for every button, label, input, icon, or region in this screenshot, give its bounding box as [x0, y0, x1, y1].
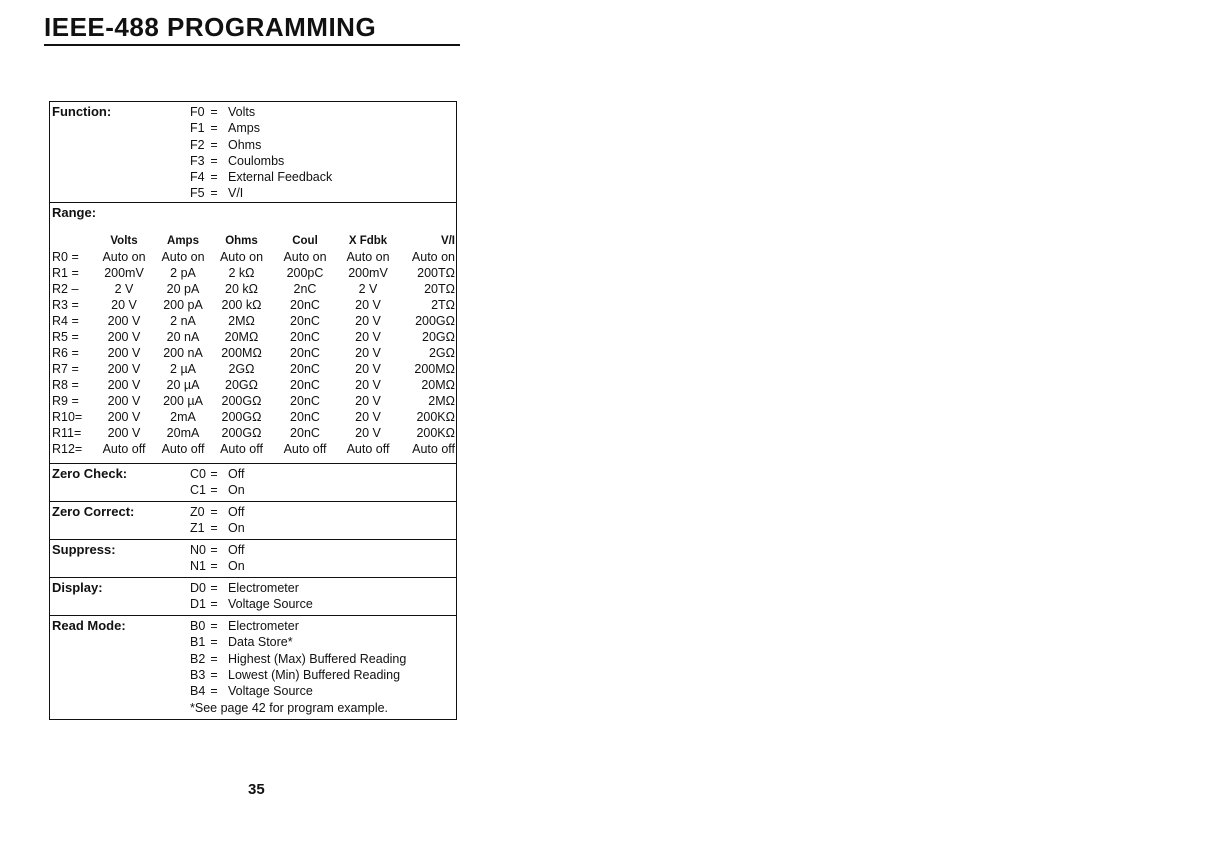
option-code: D0 [190, 581, 206, 595]
range-cell: 20nC [290, 394, 320, 408]
range-label: Range: [52, 205, 97, 220]
suppress-label: Suppress: [52, 542, 116, 557]
range-cell: 200mV [104, 266, 144, 280]
range-cell: 2 V [114, 282, 134, 296]
option-equals: = [210, 521, 218, 536]
option-code: F1 [190, 121, 205, 136]
range-row [50, 281, 456, 297]
range-cell: 20 V [355, 378, 381, 392]
option-description: On [228, 559, 245, 574]
range-cell: 20GΩ [225, 378, 258, 392]
range-code: R8 = [52, 378, 79, 392]
option-equals: = [210, 186, 218, 201]
option-equals: = [210, 597, 218, 612]
function-section [50, 102, 456, 202]
range-header-xfdbk: X Fdbk [348, 235, 388, 247]
option-equals: = [210, 559, 218, 574]
range-cell: 2mA [170, 410, 196, 424]
range-row [50, 297, 456, 313]
range-cell: 200 pA [163, 298, 203, 312]
page-number: 35 [248, 781, 265, 798]
range-cell: 200 nA [163, 346, 203, 360]
zero-correct-section [50, 501, 456, 540]
range-row [50, 441, 456, 457]
option-code: B1 [190, 635, 206, 650]
range-table [50, 233, 456, 457]
range-cell: Auto on [219, 250, 264, 264]
option-code: Z0 [190, 505, 205, 519]
range-cell: 200 V [107, 378, 141, 392]
option-code: F5 [190, 186, 205, 201]
display-section [50, 577, 456, 616]
option-code: B4 [190, 684, 206, 699]
range-cell: 20 pA [166, 282, 200, 296]
range-cell: Auto on [411, 250, 455, 264]
option-equals: = [210, 170, 218, 185]
range-code: R4 = [52, 314, 79, 328]
option-equals: = [210, 105, 218, 119]
option-equals: = [210, 467, 218, 481]
read-mode-note-text: *See page 42 for program example. [190, 701, 389, 715]
range-code: R6 = [52, 346, 79, 360]
command-table [49, 101, 457, 720]
zero-check-label: Zero Check: [52, 466, 128, 481]
range-row [50, 345, 456, 361]
range-header-amps: Amps [167, 235, 199, 247]
option-description: Off [228, 467, 245, 481]
range-cell: 200GΩ [221, 394, 262, 408]
range-cell: 200 V [107, 346, 141, 360]
range-cell: 20 kΩ [225, 282, 258, 296]
range-cell: 20 V [111, 298, 137, 312]
range-cell: Auto on [346, 250, 390, 264]
option-equals: = [210, 581, 218, 595]
option-equals: = [210, 121, 218, 136]
range-cell: 20nC [290, 426, 320, 440]
range-cell: 2TΩ [431, 298, 455, 312]
range-cell: Auto off [283, 442, 327, 456]
range-code: R10= [52, 410, 83, 424]
option-equals: = [210, 651, 218, 666]
range-cell: 200GΩ [415, 314, 455, 328]
function-label: Function: [52, 104, 112, 119]
range-cell: 2 pA [170, 266, 196, 280]
option-equals: = [210, 137, 218, 152]
option-description: Lowest (Min) Buffered Reading [228, 667, 401, 682]
range-row [50, 409, 456, 425]
range-cell: 200MΩ [221, 346, 262, 360]
suppress-section [50, 539, 456, 578]
range-row [50, 361, 456, 377]
range-cell: 200 V [107, 410, 141, 424]
option-description: Highest (Max) Buffered Reading [228, 651, 407, 666]
option-equals: = [210, 684, 218, 699]
option-code: B3 [190, 667, 206, 682]
option-code: F0 [190, 105, 205, 119]
range-header-row [50, 233, 456, 249]
option-code: F4 [190, 170, 205, 185]
title-underline [44, 44, 460, 46]
range-rows [50, 249, 456, 457]
range-cell: 20nC [290, 298, 320, 312]
range-cell: 200 V [107, 314, 141, 328]
range-cell: 20nC [290, 314, 320, 328]
read-mode-section [50, 615, 456, 720]
option-equals: = [210, 667, 218, 682]
option-description: Voltage Source [228, 597, 313, 612]
range-cell: 20 V [355, 394, 381, 408]
range-header-vi: V/I [440, 235, 455, 247]
option-code: F2 [190, 137, 205, 152]
range-cell: 200 V [107, 394, 141, 408]
display-label: Display: [52, 580, 103, 595]
option-description: Off [228, 543, 245, 557]
option-equals: = [210, 153, 218, 168]
range-cell: Auto on [102, 250, 146, 264]
range-row [50, 313, 456, 329]
range-cell: 20MΩ [224, 330, 259, 344]
range-cell: 20nC [290, 362, 320, 376]
range-cell: 2MΩ [228, 314, 255, 328]
range-cell: 20 V [355, 362, 381, 376]
range-cell: 2nC [293, 282, 317, 296]
page-title: IEEE-488 PROGRAMMING [44, 12, 377, 42]
range-code: R5 = [52, 330, 79, 344]
range-code: R11= [52, 426, 82, 440]
option-description: External Feedback [228, 170, 333, 185]
range-code: R1 = [52, 266, 79, 280]
range-cell: 20GΩ [422, 330, 455, 344]
range-cell: 20 V [355, 314, 381, 328]
zero-check-section [50, 463, 456, 502]
range-cell: 2 nA [170, 314, 196, 328]
range-cell: 200mV [348, 266, 388, 280]
option-description: On [228, 483, 245, 498]
range-cell: 20nC [290, 410, 320, 424]
range-cell: 20TΩ [424, 282, 455, 296]
range-cell: 2 kΩ [228, 266, 255, 280]
option-code: N1 [190, 559, 206, 574]
range-cell: 200 V [107, 362, 141, 376]
range-cell: 2MΩ [428, 394, 455, 408]
range-cell: 200 kΩ [221, 298, 262, 312]
option-description: Data Store* [228, 635, 293, 650]
option-description: Ohms [228, 137, 262, 152]
range-cell: 200pC [286, 266, 324, 280]
range-cell: Auto off [161, 442, 205, 456]
range-cell: Auto off [412, 442, 455, 456]
option-code: N0 [190, 543, 206, 557]
option-description: Electrometer [228, 619, 299, 633]
option-description: Amps [228, 121, 260, 136]
range-cell: Auto off [220, 442, 263, 456]
range-cell: 20 V [355, 330, 381, 344]
range-cell: 2 µA [170, 362, 196, 376]
zero-correct-label: Zero Correct: [52, 504, 135, 519]
range-cell: 200 V [107, 426, 141, 440]
option-equals: = [210, 619, 218, 633]
range-code: R0 = [52, 250, 79, 264]
range-cell: 2GΩ [428, 346, 455, 360]
range-cell: 20nC [290, 378, 320, 392]
range-cell: 20 V [355, 426, 381, 440]
option-description: Electrometer [228, 581, 299, 595]
range-header-coul: Coul [292, 235, 318, 247]
option-description: Coulombs [228, 153, 285, 168]
range-cell: Auto on [283, 250, 327, 264]
range-cell: Auto on [161, 250, 205, 264]
range-cell: 200GΩ [221, 410, 262, 424]
range-code: R9 = [52, 394, 79, 408]
range-cell: 200 µA [163, 394, 203, 408]
range-row [50, 393, 456, 409]
range-cell: 20MΩ [421, 378, 455, 392]
range-cell: 20 V [355, 298, 381, 312]
range-cell: 200 V [107, 330, 141, 344]
option-description: Off [228, 505, 245, 519]
range-cell: 20nC [290, 330, 320, 344]
option-equals: = [210, 635, 218, 650]
range-cell: 2GΩ [228, 362, 255, 376]
range-cell: 2 V [358, 282, 378, 296]
range-cell: 20mA [166, 426, 200, 440]
range-cell: 200KΩ [416, 426, 455, 440]
range-section [50, 202, 456, 464]
range-cell: Auto off [346, 442, 390, 456]
range-cell: 200MΩ [414, 362, 455, 376]
option-description: Volts [228, 105, 256, 119]
range-cell: 200GΩ [221, 426, 262, 440]
option-description: On [228, 521, 245, 536]
range-row [50, 249, 456, 265]
option-description: Voltage Source [228, 684, 313, 699]
range-cell: 200KΩ [416, 410, 455, 424]
option-code: F3 [190, 153, 205, 168]
option-code: Z1 [190, 521, 205, 536]
option-description: V/I [228, 186, 244, 201]
range-cell: Auto off [102, 442, 146, 456]
range-code: R12= [52, 442, 83, 456]
range-row [50, 265, 456, 281]
range-header-ohms: Ohms [225, 235, 258, 247]
range-cell: 200TΩ [417, 266, 455, 280]
option-code: B0 [190, 619, 206, 633]
range-cell: 20 V [355, 410, 381, 424]
range-code: R2 – [52, 282, 79, 296]
range-row [50, 329, 456, 345]
range-row [50, 377, 456, 393]
range-header-volts: Volts [110, 235, 138, 247]
range-code: R3 = [52, 298, 79, 312]
range-code: R7 = [52, 362, 79, 376]
option-equals: = [210, 483, 218, 498]
option-code: C0 [190, 467, 206, 481]
range-row [50, 425, 456, 441]
option-code: C1 [190, 483, 206, 498]
range-cell: 20 nA [166, 330, 200, 344]
range-cell: 20 V [355, 346, 381, 360]
range-cell: 20nC [290, 346, 320, 360]
read-mode-label: Read Mode: [52, 618, 126, 633]
option-equals: = [210, 543, 218, 557]
option-code: B2 [190, 651, 206, 666]
range-cell: 20 µA [166, 378, 200, 392]
option-code: D1 [190, 597, 206, 612]
option-equals: = [210, 505, 218, 519]
